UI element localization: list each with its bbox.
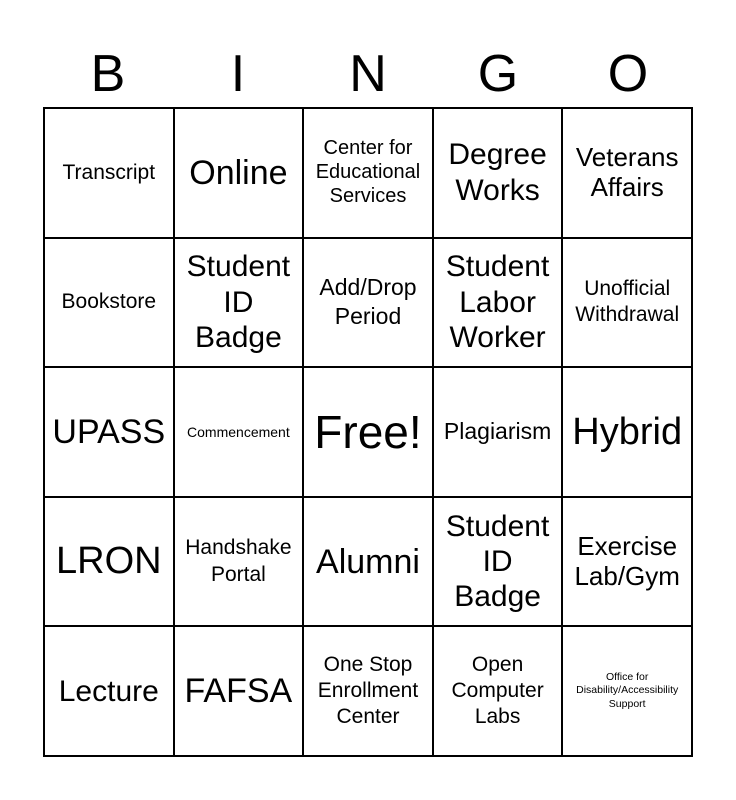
free-space-cell[interactable]: Free! xyxy=(303,367,433,497)
bingo-cell[interactable]: Hybrid xyxy=(562,367,692,497)
bingo-cell[interactable]: Unofficial Withdrawal xyxy=(562,238,692,368)
bingo-header xyxy=(43,40,693,108)
bingo-cell[interactable]: Add/Drop Period xyxy=(303,238,433,368)
bingo-cell[interactable]: Student ID Badge xyxy=(174,238,304,368)
bingo-cell[interactable]: Veterans Affairs xyxy=(562,108,692,238)
header-letter-b: B xyxy=(90,45,126,103)
bingo-cell[interactable]: Lecture xyxy=(44,626,174,756)
bingo-cell[interactable]: Student Labor Worker xyxy=(433,238,563,368)
bingo-cell[interactable]: Exercise Lab/Gym xyxy=(562,497,692,627)
bingo-board xyxy=(43,107,693,757)
bingo-cell[interactable]: Student ID Badge xyxy=(433,497,563,627)
bingo-cell[interactable]: Commencement xyxy=(174,367,304,497)
header-letter-o: O xyxy=(607,45,649,103)
bingo-cell[interactable]: Transcript xyxy=(44,108,174,238)
bingo-cell[interactable]: Plagiarism xyxy=(433,367,563,497)
bingo-cell[interactable]: LRON xyxy=(44,497,174,627)
bingo-cell[interactable]: Alumni xyxy=(303,497,433,627)
bingo-cell[interactable]: Degree Works xyxy=(433,108,563,238)
bingo-cell[interactable]: Center for Educational Services xyxy=(303,108,433,238)
header-letter-g: G xyxy=(477,45,519,103)
bingo-cell[interactable]: Office for Disability/Accessibility Support xyxy=(562,626,692,756)
header-letter-i: I xyxy=(230,45,246,103)
bingo-cell[interactable]: Bookstore xyxy=(44,238,174,368)
bingo-cell[interactable]: Online xyxy=(174,108,304,238)
bingo-cell[interactable]: UPASS xyxy=(44,367,174,497)
bingo-cell[interactable]: FAFSA xyxy=(174,626,304,756)
bingo-cell[interactable]: Open Computer Labs xyxy=(433,626,563,756)
bingo-cell[interactable]: One Stop Enrollment Center xyxy=(303,626,433,756)
header-letter-n: N xyxy=(349,45,387,103)
bingo-cell[interactable]: Handshake Portal xyxy=(174,497,304,627)
